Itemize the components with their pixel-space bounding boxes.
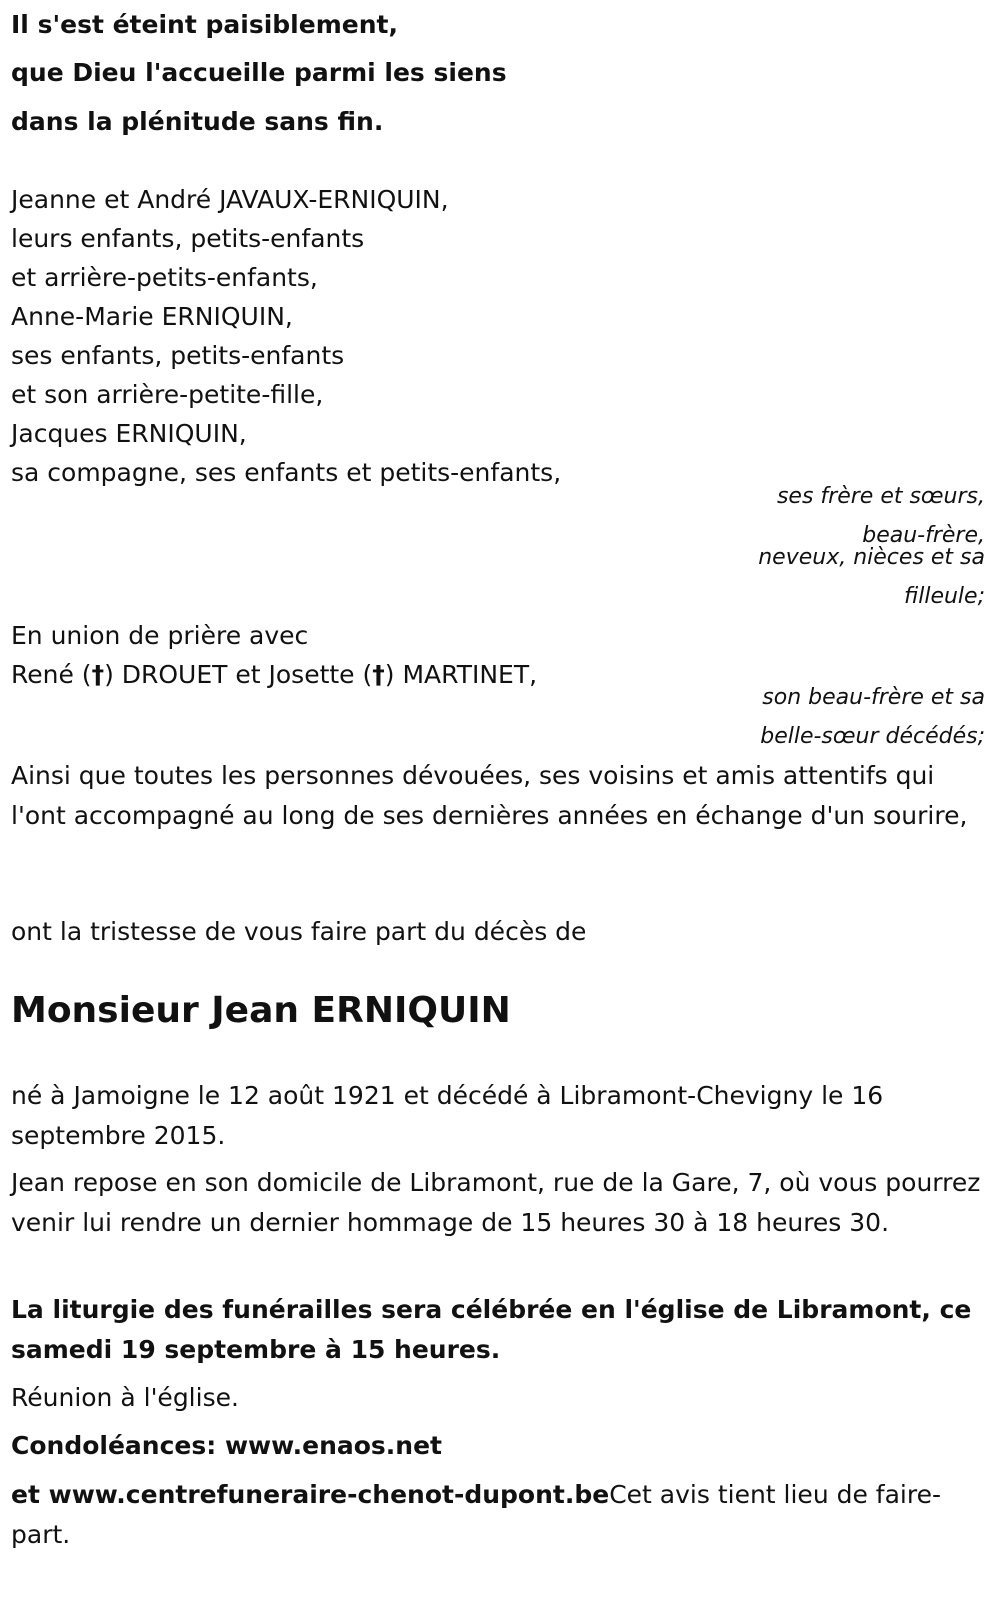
deceased-name: Monsieur Jean ERNIQUIN (11, 990, 511, 1031)
union-note: belle-sœur décédés; (760, 724, 985, 749)
faire-part-note: Cet avis tient lieu de faire-part. (11, 1480, 942, 1549)
family-note: beau-frère, (862, 523, 985, 548)
union-drouet: ) DROUET et Josette ( (104, 660, 373, 689)
family-note: neveux, nièces et sa (758, 545, 985, 570)
funeral-website: et www.centrefuneraire-chenot-dupont.be (11, 1480, 610, 1509)
intro-line-1: Il s'est éteint paisiblement, (11, 10, 398, 39)
union-line-1: En union de prière avec (11, 621, 309, 650)
family-line: Anne-Marie ERNIQUIN, (11, 302, 293, 331)
family-line: et arrière-petits-enfants, (11, 263, 318, 292)
family-note: filleule; (904, 584, 985, 609)
family-line: ses enfants, petits-enfants (11, 341, 345, 370)
family-line: sa compagne, ses enfants et petits-enfants, (11, 458, 562, 487)
cross-icon: † (91, 660, 105, 689)
family-line: Jeanne et André JAVAUX-ERNIQUIN, (11, 185, 449, 214)
union-martinet: ) MARTINET, (384, 660, 538, 689)
condolences-footer (11, 1475, 986, 1555)
intro-line-2: que Dieu l'accueille parmi les siens (11, 58, 507, 87)
family-line: et son arrière-petite-fille, (11, 380, 324, 409)
obituary-notice (11, 0, 991, 1604)
family-line: Jacques ERNIQUIN, (11, 419, 247, 448)
union-note: son beau-frère et sa (762, 685, 985, 710)
intro-line-3: dans la plénitude sans fin. (11, 107, 384, 136)
family-note: ses frère et sœurs, (776, 484, 985, 509)
announcement: ont la tristesse de vous faire part du décès de (11, 917, 587, 946)
birth-death: né à Jamoigne le 12 août 1921 et décédé à Libramont-Chevigny le 16 septembre 2015. (11, 1081, 884, 1150)
union-rene: René ( (11, 660, 92, 689)
liturgy-paragraph: La liturgie des funérailles sera célébrée en l'église de Libramont, ce samedi 19 septembre à 15 heures. (11, 1295, 972, 1364)
condolences-line: Condoléances: www.enaos.net (11, 1431, 443, 1460)
cross-icon: † (372, 660, 385, 689)
thanks-paragraph: Ainsi que toutes les personnes dévouées, ses voisins et amis attentifs qui l'ont accompagné au long de ses dernières années en échange d'un sourire, (11, 761, 968, 830)
repose-paragraph: Jean repose en son domicile de Libramont, rue de la Gare, 7, où vous pourrez venir lui rendre un dernier hommage de 15 heures 30 à 18 heures 30. (11, 1168, 981, 1237)
union-line-2 (11, 655, 537, 695)
family-line: leurs enfants, petits-enfants (11, 224, 365, 253)
reunion-line: Réunion à l'église. (11, 1383, 239, 1412)
